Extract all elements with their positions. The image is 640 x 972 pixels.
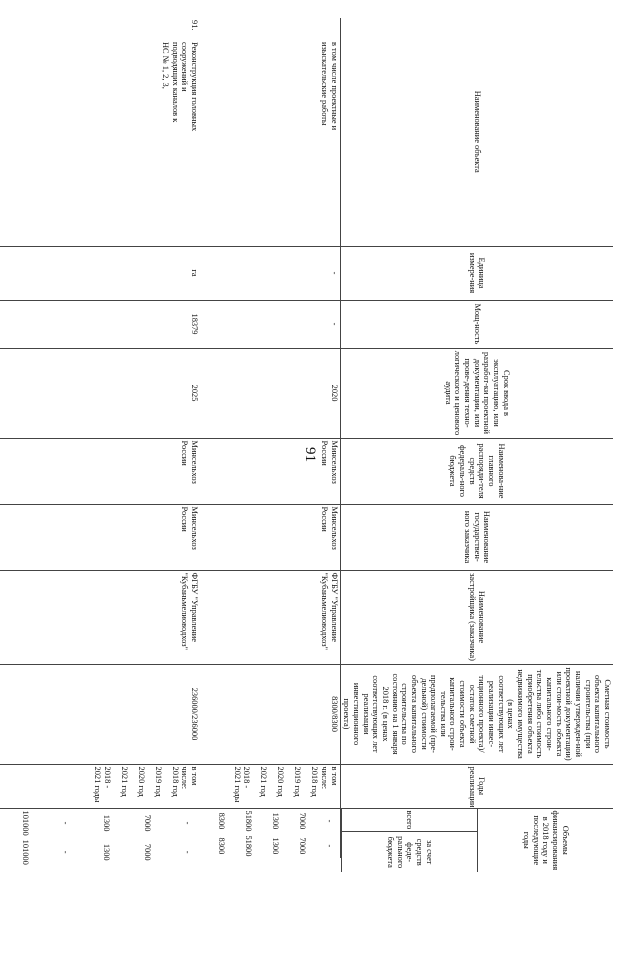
funding-federal-value: - xyxy=(325,844,334,848)
funding-total-value: - xyxy=(325,819,334,823)
page-number: 91 xyxy=(302,447,318,462)
funding-federal-value: 101000 xyxy=(20,839,30,865)
cell-years xyxy=(200,764,340,808)
header-cost: Сметная стоимость объекта капитального строительства (при наличии утвержден-ной проектной документации) или стои-мость объекта капитального строи-тельства либо стоимость приобретения объекта недвижимого имущества (в ценах соответствующих лет реализации инвес-тиционного проекта)/остаток сметной стоимости объекта капитального строи-тельства или предполагаемой (пре-дельной) стоимости объекта капитального строительства по состоянию на 1 января 2018 г. (в ценах соответствующих лет реализации инвестиционного проекта) xyxy=(340,664,613,764)
cell-capacity: - xyxy=(200,300,340,348)
header-deadline: Срок ввода в эксплуатацию, или разработ-ки проектной документации, или прове-дения техно-логического и ценового аудита xyxy=(340,348,613,438)
cell-manager: Минсельхоз России xyxy=(0,438,200,504)
header-manager: Наименова-ние главного распоряди-теля средств федераль-ного бюджета xyxy=(340,438,613,504)
table-header-row xyxy=(340,18,613,858)
table-row xyxy=(200,18,340,858)
funding-subheader xyxy=(341,809,613,873)
cell-name xyxy=(0,18,200,246)
funding-total-value: - xyxy=(183,821,193,825)
funding-values xyxy=(0,809,200,867)
year-label: 2018 - 2021 годы xyxy=(232,766,252,803)
funding-federal-value: 8300 xyxy=(217,837,227,855)
row-number: 91. xyxy=(190,20,200,31)
funding-total-value: 1300 xyxy=(271,812,281,830)
row-name: Реконструкция головных сооружений и подводящих каналов к НС № 1, 2, 3, xyxy=(161,42,200,132)
cell-customer: Минсельхоз России xyxy=(0,504,200,570)
funding-total-value: 7000 xyxy=(298,812,308,830)
cell-deadline: 2025 xyxy=(0,348,200,438)
funding-total-value: 8300 xyxy=(217,812,227,830)
cell-funding xyxy=(200,808,340,858)
year-label: 2019 год xyxy=(293,766,303,797)
cell-name xyxy=(200,18,340,246)
header-capacity: Мощ-ность xyxy=(340,300,613,348)
funding-total-value: - xyxy=(61,821,71,825)
header-customer: Наименование государствен-ного заказчика xyxy=(340,504,613,570)
funding-federal-value: 1300 xyxy=(101,843,111,861)
funding-federal-value: 1300 xyxy=(271,837,281,855)
funding-total-value: 51800 xyxy=(244,810,254,832)
funding-total-value: 1300 xyxy=(101,814,111,832)
cell-cost: 8300/8300 xyxy=(200,664,340,764)
cell-developer: ФГБУ "Управление "Кубаньмелиоводхоз" xyxy=(200,570,340,664)
funding-federal-value xyxy=(335,833,340,858)
investment-table xyxy=(0,18,613,871)
funding-total-value: 101000 xyxy=(20,810,30,836)
year-label: 2019 год xyxy=(153,766,163,797)
funding-federal-value: - xyxy=(61,850,71,854)
cell-unit: - xyxy=(200,246,340,300)
header-federal: за счет средств феде-рального бюджета xyxy=(341,832,478,872)
year-label: 2018 год xyxy=(310,766,320,797)
funding-total-value xyxy=(193,809,200,838)
cell-deadline: 2020 xyxy=(200,348,340,438)
header-funding xyxy=(340,808,613,871)
year-label: 2020 год xyxy=(276,766,286,797)
year-label: 2018 год xyxy=(170,766,180,797)
funding-values xyxy=(200,809,340,859)
header-unit: Единица измере-ния xyxy=(340,246,613,300)
header-developer: Наименование застройщика (заказчика) xyxy=(340,570,613,664)
year-label: 2021 год xyxy=(119,766,129,797)
cell-cost: 236000/236000 xyxy=(0,664,200,764)
funding-federal-value: - xyxy=(183,850,193,854)
funding-federal-value xyxy=(193,838,200,867)
header-total: всего xyxy=(341,809,478,832)
header-name: Наименование объекта xyxy=(340,18,613,246)
table-row xyxy=(0,18,200,858)
funding-federal-value: 51800 xyxy=(244,835,254,857)
header-funding-title: Объемы финансирования в 2018 году и последующие годы xyxy=(478,809,613,873)
year-label: 2018 - 2021 годы xyxy=(93,766,112,803)
cell-developer: ФГБУ "Управление "Кубаньмелиоводхоз" xyxy=(0,570,200,664)
year-label: 2021 год xyxy=(259,766,269,797)
cell-customer: Минсельхоз России xyxy=(200,504,340,570)
cell-unit: га xyxy=(0,246,200,300)
row-name: в том числе проектные и изыскательские работы xyxy=(319,42,339,131)
funding-total-value: 7000 xyxy=(142,814,152,832)
year-label: 2020 год xyxy=(136,766,146,797)
cell-funding xyxy=(0,808,200,865)
funding-federal-value: 7000 xyxy=(142,843,152,861)
cell-years xyxy=(0,764,200,808)
funding-total-value xyxy=(335,809,340,834)
cell-capacity: 18379 xyxy=(0,300,200,348)
year-label: в том числе: xyxy=(319,766,339,790)
header-years: Годы реализации xyxy=(340,764,613,808)
year-label: в том числе: xyxy=(180,766,200,790)
rotated-table-wrapper xyxy=(20,18,613,871)
cell-manager: Минсельхоз России xyxy=(200,438,340,504)
funding-federal-value: 7000 xyxy=(298,837,308,855)
